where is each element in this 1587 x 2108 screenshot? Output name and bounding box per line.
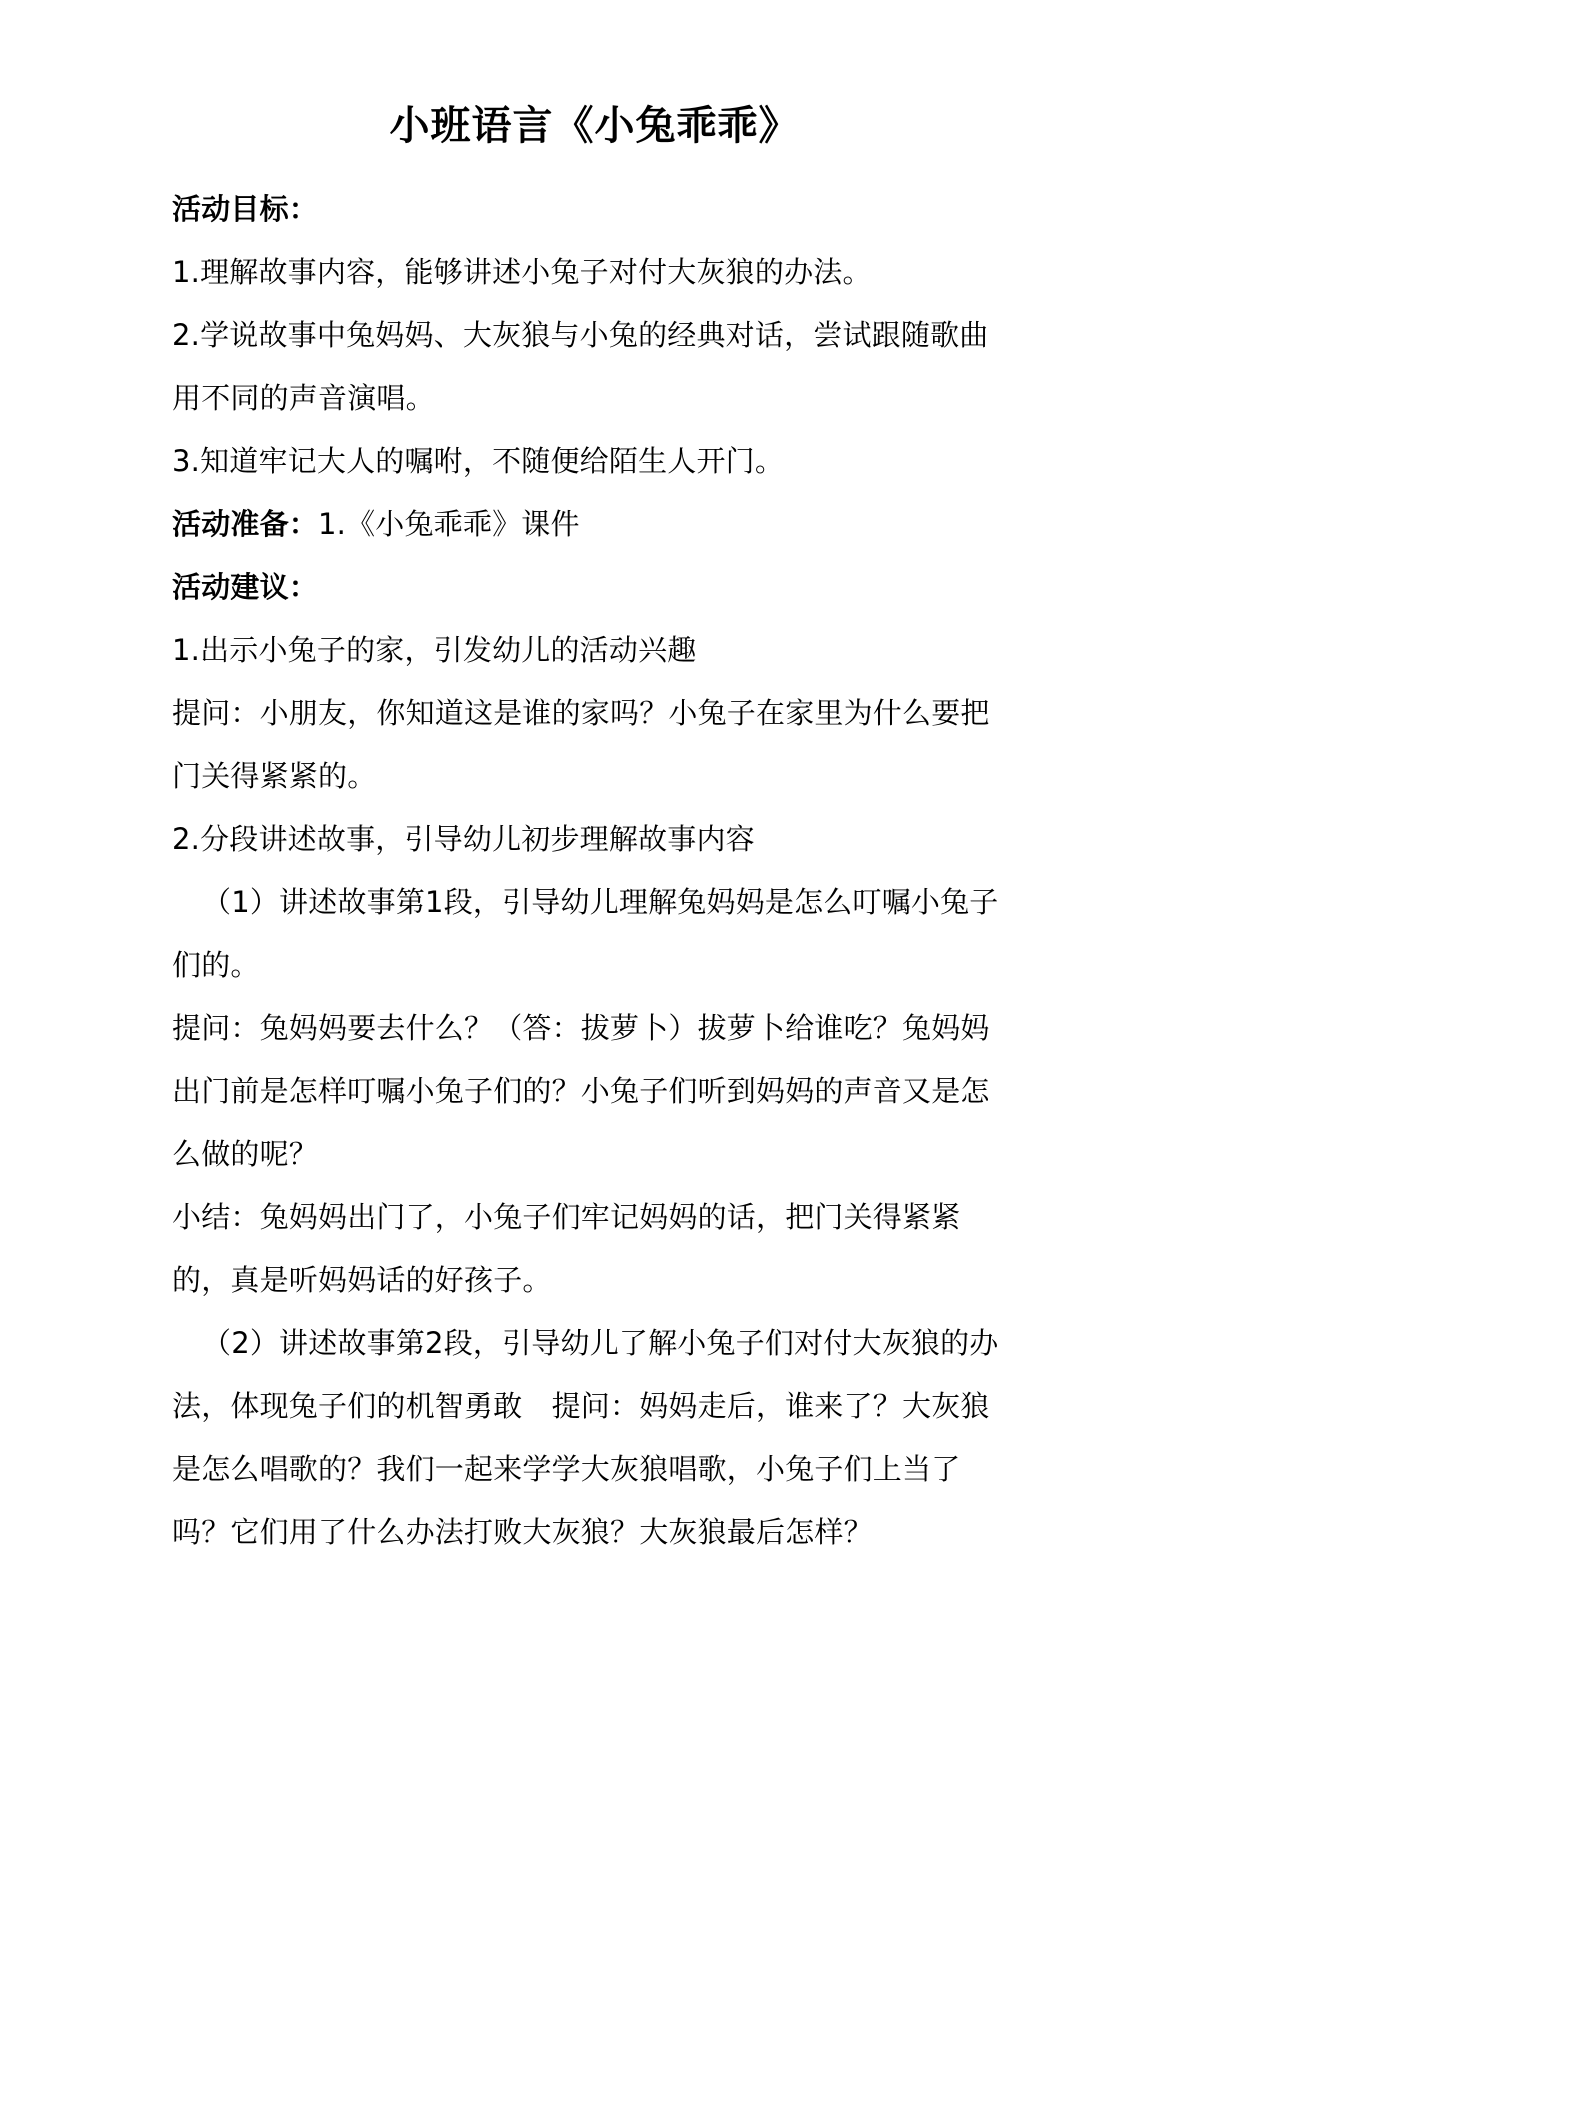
page-title: 小班语言《小兔乖乖》 [389,103,800,149]
story-part-1-question: 提问：兔妈妈要去什么？（答：拔萝卜）拔萝卜给谁吃？兔妈妈出门前是怎样叮嘱小兔子们的？小兔子们听到妈妈的声音又是怎么做的呢？ [172,1011,990,1171]
section-heading-suggestions: 活动建议： [172,570,319,604]
objective-item-3: 3.知道牢记大人的嘱咐，不随便给陌生人开门。 [172,444,785,478]
story-part-1-summary: 小结：兔妈妈出门了，小兔子们牢记妈妈的话，把门关得紧紧的，真是听妈妈话的好孩子。 [172,1200,961,1297]
section-preparation [172,493,1017,556]
preparation-text: 1.《小兔乖乖》课件 [318,507,580,541]
objective-item-2: 2.学说故事中兔妈妈、大灰狼与小兔的经典对话，尝试跟随歌曲用不同的声音演唱。 [172,318,989,415]
suggestion-item-1: 1.出示小兔子的家，引发幼儿的活动兴趣 [172,633,697,667]
section-heading-objectives: 活动目标： [172,192,319,226]
preparation-label: 活动准备： [172,507,319,541]
suggestion-1-question: 提问：小朋友，你知道这是谁的家吗？小兔子在家里为什么要把门关得紧紧的。 [172,696,990,793]
suggestion-item-2: 2.分段讲述故事，引导幼儿初步理解故事内容 [172,822,755,856]
document-body [172,96,1017,1564]
objective-item-1: 1.理解故事内容，能够讲述小兔子对付大灰狼的办法。 [172,255,872,289]
story-part-2: （2）讲述故事第2段，引导幼儿了解小兔子们对付大灰狼的办法，体现兔子们的机智勇敢 提问：妈妈走后，谁来了？大灰狼是怎么唱歌的？我们一起来学学大灰狼唱歌，小兔子们上当了吗？它们用了什么办法打败大灰狼？大灰狼最后怎样？ [172,1326,999,1549]
story-part-1: （1）讲述故事第1段，引导幼儿理解兔妈妈是怎么叮嘱小兔子们的。 [172,885,999,982]
